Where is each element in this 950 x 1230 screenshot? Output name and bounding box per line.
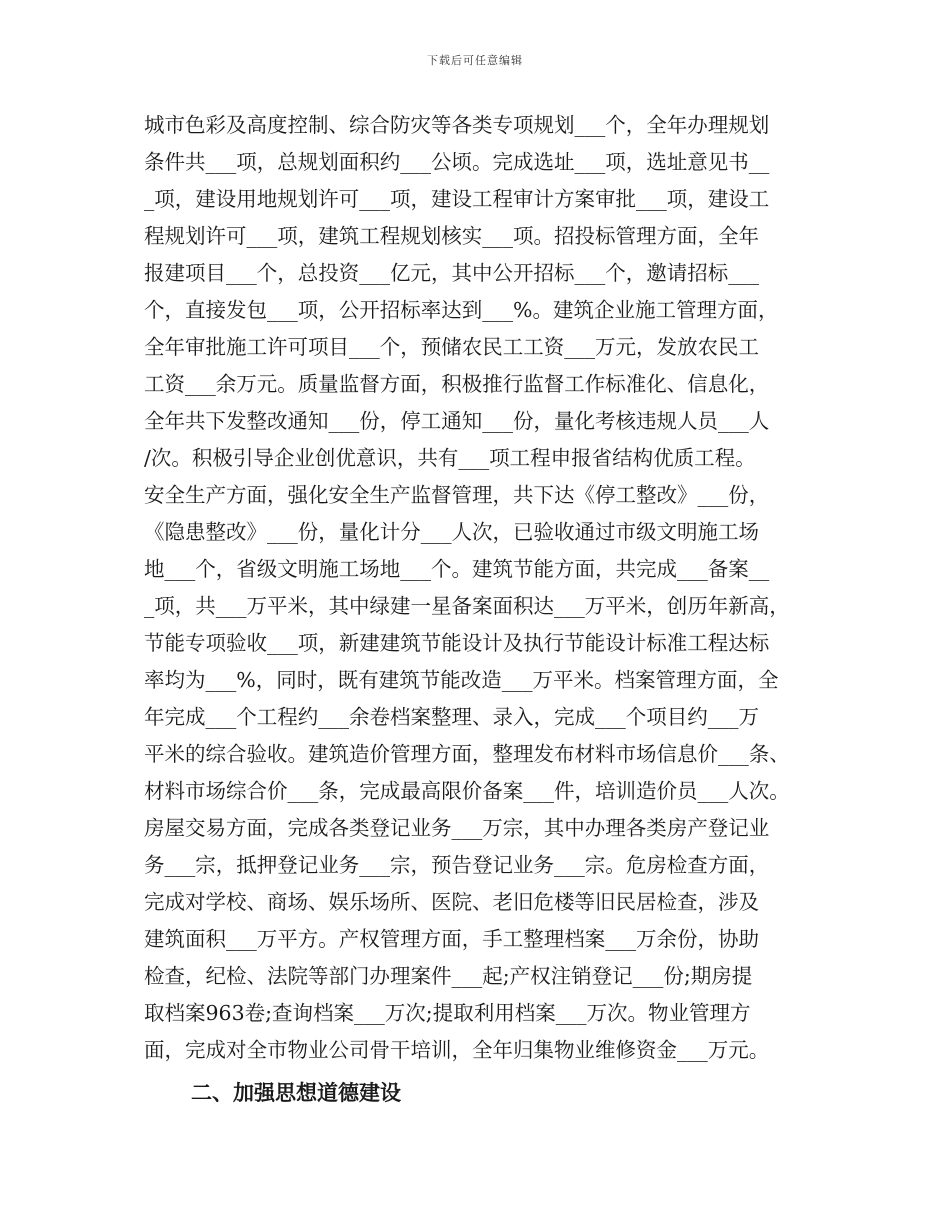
text-line: 个，直接发包___项，公开招标率达到___%。建筑企业施工管理方面， [144, 298, 779, 322]
text-line: 报建项目___个，总投资___亿元，其中公开招标___个，邀请招标___ [144, 261, 759, 285]
text-line: 取档案963卷;查询档案___万次;提取利用档案___万次。物业管理方 [144, 1001, 751, 1025]
text-line: 安全生产方面，强化安全生产监督管理，共下达《停工整改》___份， [144, 483, 770, 507]
text-line: 材料市场综合价___条，完成最高限价备案___件，培训造价员___人次。 [144, 779, 790, 803]
text-line: 完成对学校、商场、娱乐场所、医院、老旧危楼等旧民居检查，涉及 [144, 890, 759, 914]
text-line: _项，共___万平米，其中绿建一星备案面积达___万平米，创历年新高， [144, 594, 790, 618]
text-line: 全年共下发整改通知___份，停工通知___份，量化考核违规人员___人 [144, 409, 770, 433]
text-line: /次。积极引导企业创优意识，共有___项工程申报省结构优质工程。 [144, 446, 756, 470]
text-line: 节能专项验收___项，新建建筑节能设计及执行节能设计标准工程达标 [144, 631, 770, 655]
text-line: 率均为___%，同时，既有建筑节能改造___万平米。档案管理方面，全 [144, 668, 779, 692]
text-line: _项，建设用地规划许可___项，建设工程审计方案审批___项，建设工 [144, 187, 770, 211]
text-line: 建筑面积___万平方。产权管理方面，手工整理档案___万余份，协助 [144, 927, 759, 951]
text-line: 检查，纪检、法院等部门办理案件___起;产权注销登记___份;期房提 [144, 964, 753, 988]
text-line: 城市色彩及高度控制、综合防灾等各类专项规划___个，全年办理规划 [144, 113, 770, 137]
text-line: 全年审批施工许可项目___个，预储农民工工资___万元，发放农民工 [144, 335, 759, 359]
text-line: 房屋交易方面，完成各类登记业务___万宗，其中办理各类房产登记业 [144, 816, 770, 840]
text-line: 面，完成对全市物业公司骨干培训，全年归集物业维修资金___万元。 [144, 1038, 770, 1062]
text-line: 条件共___项，总规划面积约___公顷。完成选址___项，选址意见书__ [144, 150, 770, 174]
text-line: 年完成___个工程约___余卷档案整理、录入，完成___个项目约___万 [144, 705, 759, 729]
text-line: 工资___余万元。质量监督方面，积极推行监督工作标准化、信息化， [144, 372, 770, 396]
section-heading: 二、加强思想道德建设 [191, 1080, 401, 1105]
text-line: 平米的综合验收。建筑造价管理方面，整理发布材料市场信息价___条、 [144, 742, 790, 766]
body-text [144, 107, 844, 1069]
page-header: 下载后可任意编辑 [427, 54, 523, 67]
text-line: 程规划许可___项，建筑工程规划核实___项。招投标管理方面，全年 [144, 224, 759, 248]
text-line: 务___宗，抵押登记业务___宗，预告登记业务___宗。危房检查方面， [144, 853, 770, 877]
text-line: 地___个，省级文明施工场地___个。建筑节能方面，共完成___备案__ [144, 557, 770, 581]
text-line: 《隐患整改》___份，量化计分___人次，已验收通过市级文明施工场 [144, 520, 759, 544]
